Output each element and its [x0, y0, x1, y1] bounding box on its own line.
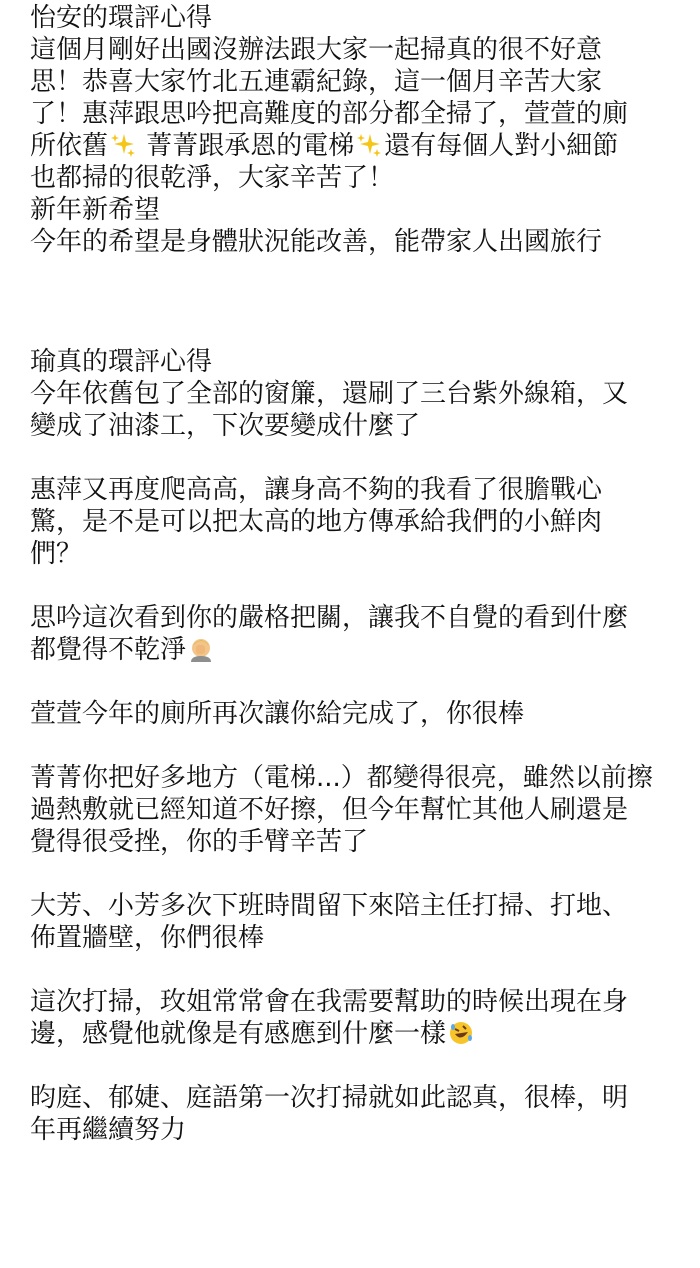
section-title: 怡安的環評心得 [30, 3, 213, 33]
text-fragment: 菁菁跟承恩的電梯 [138, 131, 355, 161]
section-yian [30, 0, 690, 256]
spacer [30, 256, 690, 320]
text-line: 今年依舊包了全部的窗簾，還刷了三台紫外線箱，又 [30, 379, 629, 409]
sparkles-icon [110, 132, 136, 158]
text-fragment: 都覺得不乾淨 [30, 635, 187, 665]
sparkles-icon [356, 132, 382, 158]
text-line: 過熱敷就已經知道不好擦，但今年幫忙其他人刷還是 [30, 795, 629, 825]
text-line: 這個月剛好出國沒辦法跟大家一起掃真的很不好意 [30, 35, 603, 65]
text-line: 思吟這次看到你的嚴格把關，讓我不自覺的看到什麼 [30, 603, 629, 633]
text-line: 覺得很受挫，你的手臂辛苦了 [30, 827, 369, 857]
spacer [30, 856, 690, 888]
document-page [30, 0, 690, 1144]
section-yuzhen [30, 344, 690, 1144]
text-line: 變成了油漆工，下次要變成什麼了 [30, 411, 421, 441]
text-fragment: 邊，感覺他就像是有感應到什麼一樣 [30, 1019, 447, 1049]
text-line: 這次打掃，玫姐常常會在我需要幫助的時候出現在身 [30, 987, 629, 1017]
text-line: 今年的希望是身體狀況能改善，能帶家人出國旅行 [30, 227, 603, 257]
subtitle: 新年新希望 [30, 195, 161, 225]
text-line: 思！恭喜大家竹北五連霸紀錄，這一個月辛苦大家 [30, 67, 603, 97]
text-line: 了！惠萍跟思吟把高難度的部分都全掃了，萱萱的廁 [30, 99, 629, 129]
text-line: 們？ [30, 539, 83, 569]
spacer [30, 568, 690, 600]
text-line: 惠萍又再度爬高高，讓身高不夠的我看了很膽戰心 [30, 475, 603, 505]
text-line: 驚，是不是可以把太高的地方傳承給我們的小鮮肉 [30, 507, 603, 537]
text-fragment: 還有每個人對小細節 [384, 131, 619, 161]
spacer [30, 728, 690, 760]
spacer [30, 440, 690, 472]
spacer [30, 664, 690, 696]
rofl-icon [448, 1020, 474, 1046]
text-line: 菁菁你把好多地方（電梯...）都變得很亮，雖然以前擦 [30, 763, 653, 793]
spacer [30, 1048, 690, 1080]
text-line: 也都掃的很乾淨，大家辛苦了！ [30, 163, 395, 193]
text-line [30, 128, 690, 160]
text-line: 佈置牆壁，你們很棒 [30, 923, 265, 953]
facepalm-icon [188, 636, 214, 662]
text-line: 昀庭、郁婕、庭語第一次打掃就如此認真，很棒，明 [30, 1083, 629, 1113]
spacer [30, 952, 690, 984]
text-line [30, 1016, 690, 1048]
spacer [30, 320, 690, 344]
text-line: 大芳、小芳多次下班時間留下來陪主任打掃、打地、 [30, 891, 629, 921]
text-line: 年再繼續努力 [30, 1115, 187, 1145]
text-fragment: 所依舊 [30, 131, 109, 161]
text-line: 萱萱今年的廁所再次讓你給完成了，你很棒 [30, 699, 525, 729]
section-title: 瑜真的環評心得 [30, 347, 213, 377]
text-line [30, 632, 690, 664]
